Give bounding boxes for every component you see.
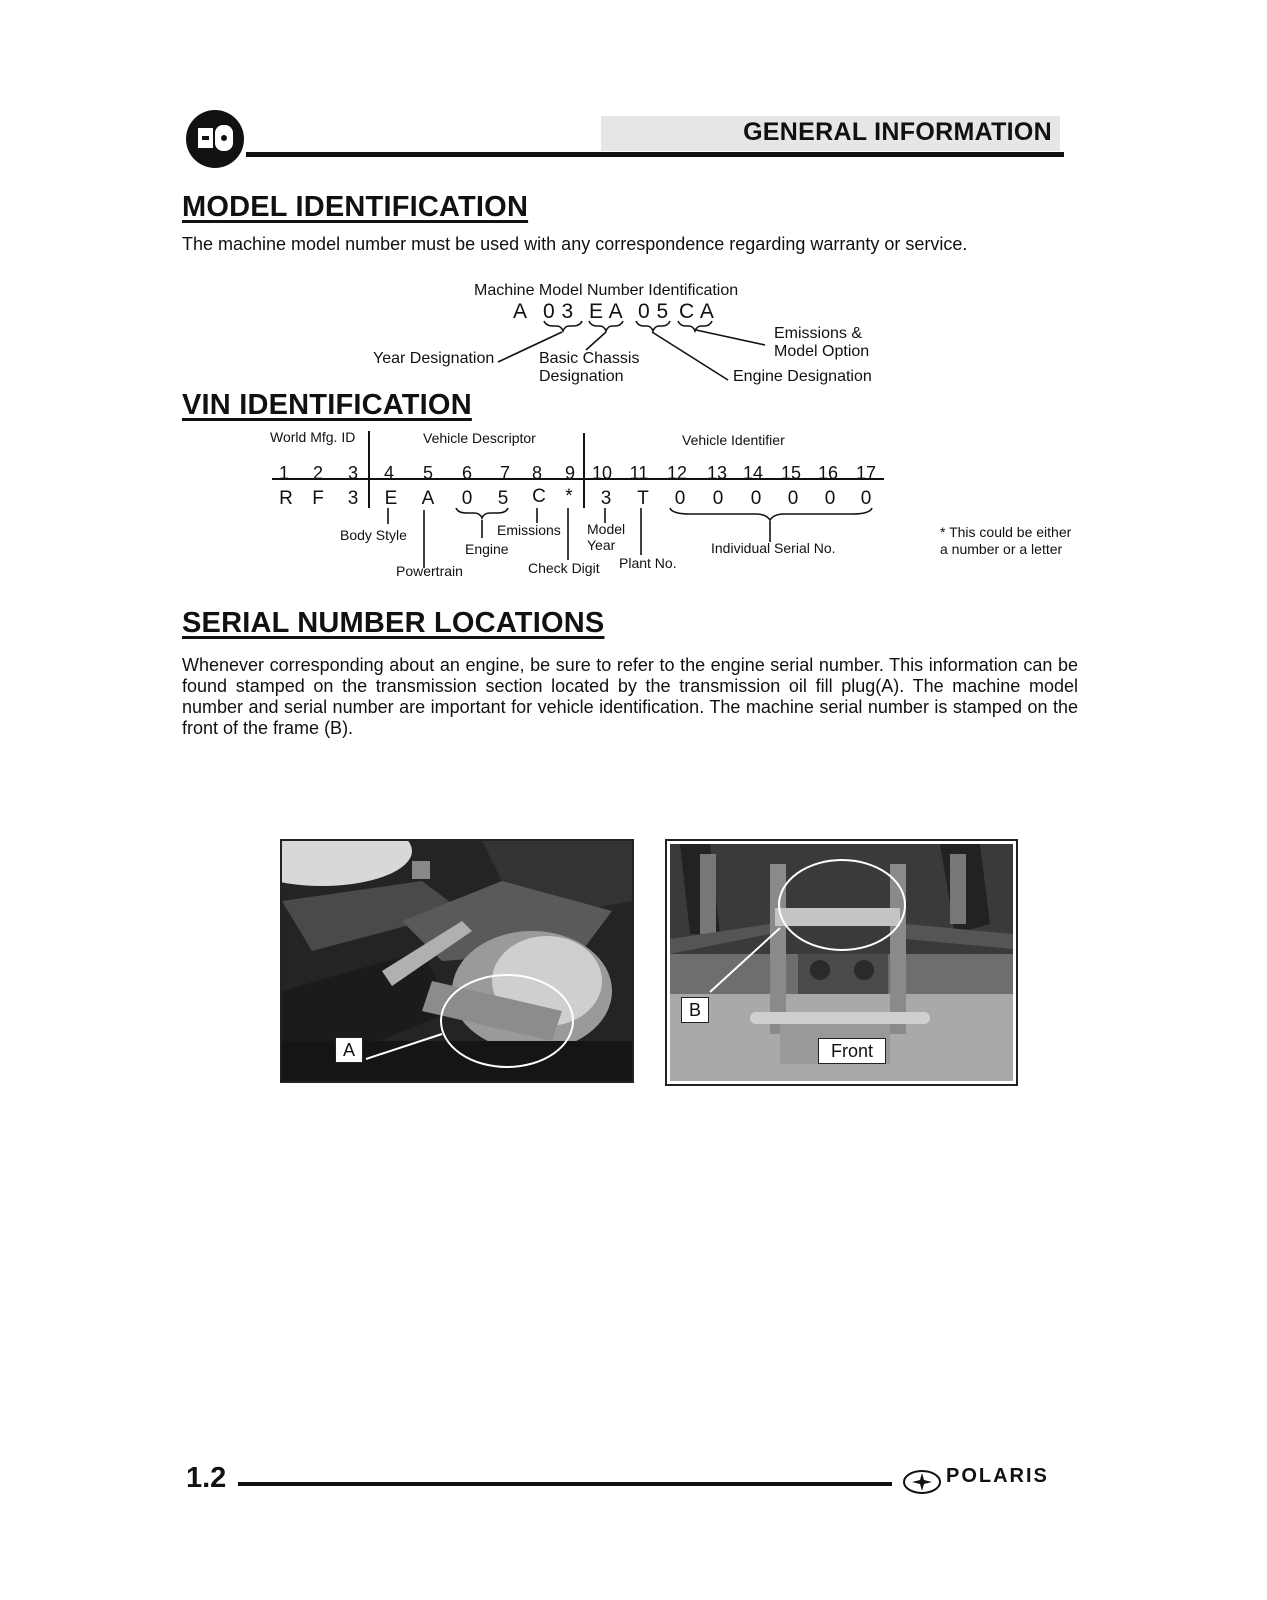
- vin-character: 0: [712, 488, 724, 509]
- vin-label-serial-no: Individual Serial No.: [711, 540, 836, 556]
- vin-character: 3: [600, 488, 612, 509]
- label-emissions-2: Model Option: [774, 343, 870, 360]
- callout-front: Front: [818, 1038, 886, 1064]
- polaris-star-icon: [902, 1469, 942, 1495]
- label-emissions-1: Emissions &: [774, 325, 863, 342]
- label-year-designation: Year Designation: [373, 350, 495, 367]
- vin-note-line-2: a number or a letter: [940, 541, 1063, 557]
- vin-label-engine: Engine: [465, 541, 509, 557]
- vin-label-plant-no: Plant No.: [619, 555, 677, 571]
- footer-rule: [238, 1482, 892, 1486]
- photo-transmission-a: [280, 839, 634, 1083]
- vin-position: 15: [780, 463, 802, 483]
- page-number: 1.2: [186, 1462, 227, 1494]
- callout-b: B: [681, 997, 709, 1023]
- vin-position: 7: [499, 463, 511, 483]
- vin-position: 10: [591, 463, 613, 483]
- vin-position: 3: [347, 463, 359, 483]
- vin-position: 11: [629, 463, 649, 483]
- model-code-part: A: [513, 300, 528, 323]
- vin-diagram-lines: [0, 0, 1267, 600]
- vin-character: 0: [674, 488, 686, 509]
- callout-a: A: [335, 1037, 363, 1063]
- vin-character: T: [637, 488, 649, 509]
- vin-character: F: [312, 488, 324, 509]
- vin-character: 3: [347, 488, 359, 509]
- vin-note-line-1: * This could be either: [940, 524, 1072, 540]
- vin-label-powertrain: Powertrain: [396, 563, 463, 579]
- vin-label-body-style: Body Style: [340, 527, 407, 543]
- vin-position: 8: [531, 463, 543, 483]
- page-section-title: GENERAL INFORMATION: [743, 118, 1052, 146]
- serial-locations-body: Whenever corresponding about an engine, be sure to refer to the engine serial number. This information can be found stamped on the transmission section located by the transmission oil fill plug(A). The machine model number and serial number are important for vehicle identification. The machine serial number is stamped on the front of the frame (B).: [182, 655, 1078, 738]
- model-identification-intro: The machine model number must be used with any correspondence regarding warranty or service.: [182, 234, 968, 254]
- label-basic-chassis-2: Designation: [539, 368, 624, 385]
- brace-serial: [670, 508, 872, 520]
- vin-position: 17: [855, 463, 877, 483]
- model-code-part: 0 3: [543, 300, 574, 323]
- label-engine-designation: Engine Designation: [733, 368, 872, 385]
- vin-character: R: [279, 488, 293, 509]
- vin-position: 16: [817, 463, 839, 483]
- vin-position: 9: [564, 463, 576, 483]
- vin-character: 0: [461, 488, 473, 509]
- vin-character: 0: [860, 488, 872, 509]
- vin-position: 5: [422, 463, 434, 483]
- vin-position: 12: [666, 463, 688, 483]
- vin-position: 6: [461, 463, 473, 483]
- vin-group-world-mfg: World Mfg. ID: [270, 429, 356, 445]
- vin-label-model-year-1: Model: [587, 521, 626, 537]
- vin-position: 13: [706, 463, 728, 483]
- model-identification-title: MODEL IDENTIFICATION: [182, 191, 529, 223]
- vin-position: 4: [383, 463, 395, 483]
- model-code-part: C A: [679, 300, 715, 323]
- serial-locations-title: SERIAL NUMBER LOCATIONS: [182, 607, 605, 639]
- model-diagram-caption: Machine Model Number Identification: [474, 282, 739, 299]
- vin-character: 0: [750, 488, 762, 509]
- vin-label-emissions: Emissions: [497, 522, 561, 538]
- vin-group-vehicle-identifier: Vehicle Identifier: [682, 432, 785, 448]
- vin-label-model-year-2: Year: [587, 537, 616, 553]
- vin-character: A: [421, 488, 435, 509]
- vin-position: 2: [312, 463, 324, 483]
- label-basic-chassis-1: Basic Chassis: [539, 350, 640, 367]
- vin-label-check-digit: Check Digit: [528, 560, 600, 576]
- vin-position: 14: [742, 463, 764, 483]
- vin-character: *: [565, 486, 573, 507]
- vin-character: 0: [787, 488, 799, 509]
- vin-character: 5: [497, 488, 509, 509]
- model-code-part: E A: [589, 300, 624, 323]
- vin-position: 1: [278, 463, 290, 483]
- vin-character: E: [384, 488, 398, 509]
- vin-identification-title: VIN IDENTIFICATION: [182, 389, 472, 421]
- vin-character: C: [532, 486, 546, 507]
- vin-character: 0: [824, 488, 836, 509]
- vin-group-vehicle-descriptor: Vehicle Descriptor: [423, 430, 536, 446]
- model-code-part: 0 5: [638, 300, 669, 323]
- polaris-logo: POLARIS: [946, 1465, 1049, 1487]
